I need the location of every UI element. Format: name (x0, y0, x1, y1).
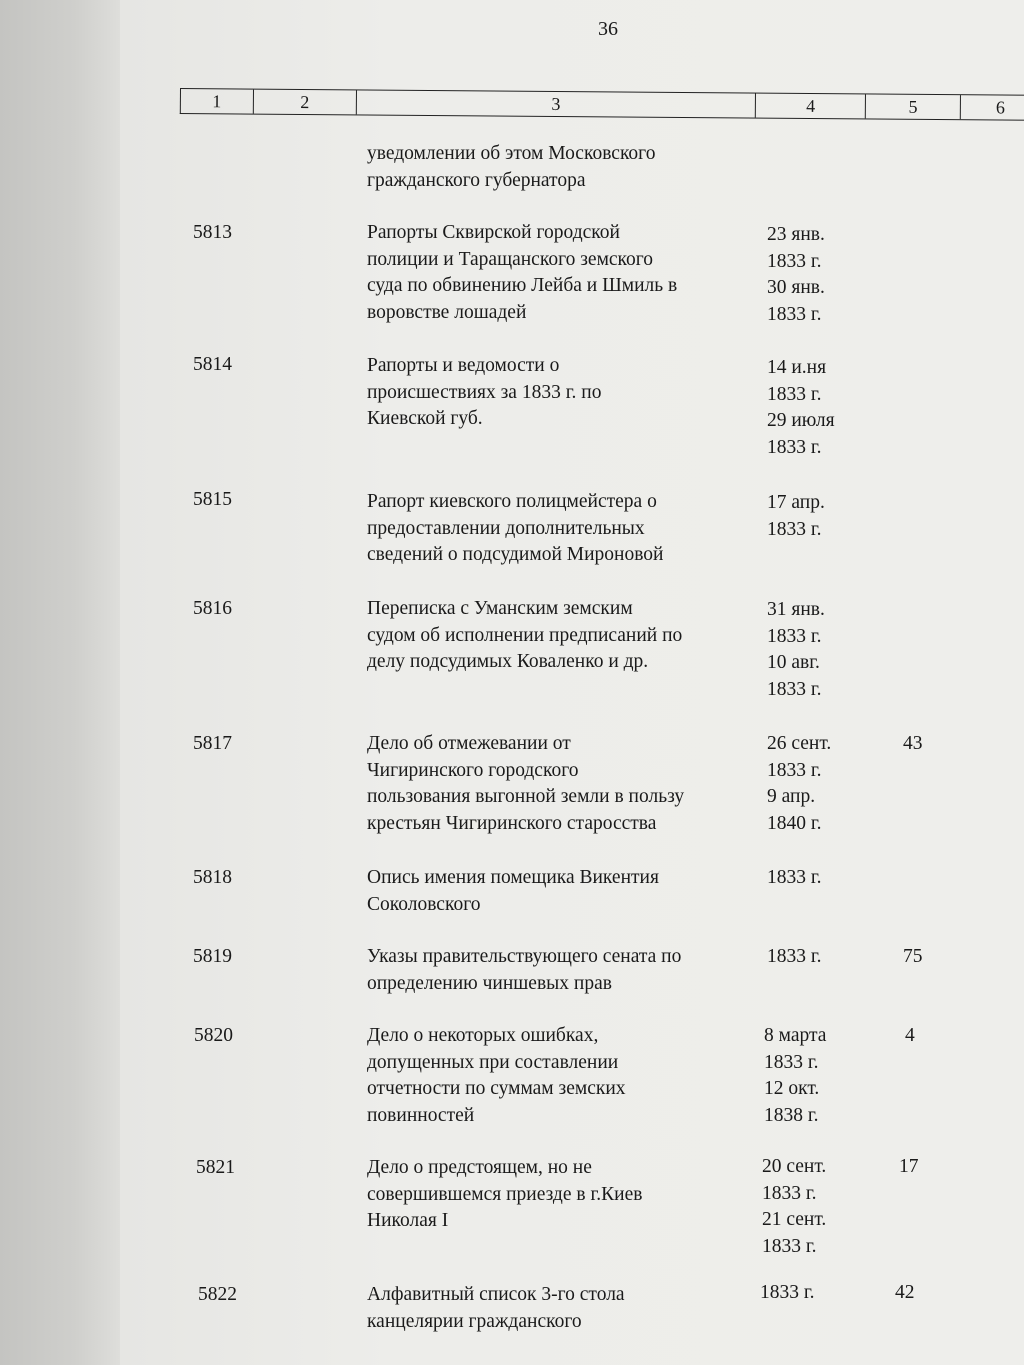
description-line: Опись имения помещика Викентия (367, 867, 659, 888)
date-line: 10 авг. (767, 652, 820, 673)
description-line: допущенных при составлении (367, 1051, 619, 1073)
column-header-3: 3 (357, 90, 757, 117)
description-line: Николая I (367, 1210, 449, 1231)
column-header-1: 1 (181, 89, 254, 114)
column-header-5: 5 (866, 94, 961, 119)
date-line: 1833 г. (762, 1235, 817, 1257)
date-line: 1833 г. (767, 383, 822, 405)
description-line: полиции и Таращанского земского (367, 248, 654, 270)
entry-description (367, 220, 677, 326)
entry-description (367, 865, 659, 918)
entry-number: 5814 (193, 354, 232, 375)
date-line: 1833 г. (767, 625, 822, 647)
description-line: Киевской губ. (367, 408, 483, 429)
description-line: Рапорты Сквирской городской (367, 222, 620, 243)
entry-sheets: 43 (903, 733, 923, 754)
description-line: Чигиринского городского (367, 759, 579, 781)
description-line: происшествиях за 1833 г. по (367, 381, 602, 403)
entry-dates (767, 597, 825, 703)
date-line: 1833 г. (764, 1051, 819, 1073)
continuation-text (367, 141, 655, 194)
continuation-line: гражданского губернатора (367, 169, 586, 191)
date-line: 12 окт. (764, 1078, 820, 1099)
date-line: 20 сент. (762, 1156, 827, 1177)
date-line: 1833 г. (767, 303, 822, 325)
description-line: предоставлении дополнительных (367, 517, 645, 539)
entry-dates (760, 1280, 815, 1307)
description-line: Дело об отмежевании от (367, 733, 571, 754)
entry-number: 5822 (198, 1284, 237, 1305)
entry-sheets: 4 (905, 1025, 915, 1046)
date-line: 26 сент. (767, 733, 832, 754)
description-line: Рапорты и ведомости о (367, 355, 560, 376)
description-line: сведений о подсудимой Мироновой (367, 544, 664, 565)
entry-number: 5819 (193, 946, 232, 967)
page-number: 36 (598, 18, 618, 40)
date-line: 8 марта (764, 1025, 827, 1046)
description-line: Рапорт киевского полицмейстера о (367, 491, 657, 512)
date-line: 1833 г. (767, 518, 822, 540)
entry-description (367, 353, 601, 433)
description-line: Дело о некоторых ошибках, (367, 1025, 599, 1046)
column-header-6: 6 (995, 97, 1005, 118)
entry-description (367, 489, 663, 569)
description-line: воровстве лошадей (367, 301, 527, 323)
date-line: 30 янв. (767, 277, 825, 298)
description-line: Алфавитный список 3-го стола (367, 1284, 625, 1305)
date-line: 1833 г. (767, 946, 822, 967)
date-line: 1833 г. (767, 678, 822, 700)
entry-description (367, 1155, 642, 1235)
description-line: совершившемся приезде в г.Киев (367, 1183, 643, 1205)
entry-dates (767, 222, 825, 328)
entry-sheets: 17 (899, 1156, 919, 1177)
date-line: 1833 г. (760, 1282, 815, 1303)
date-line: 1833 г. (767, 436, 822, 458)
column-header-2: 2 (254, 90, 357, 115)
description-line: Соколовского (367, 893, 481, 915)
book-spine-shadow (0, 0, 135, 1365)
entry-number: 5817 (193, 733, 232, 754)
description-line: Переписка с Уманским земским (367, 598, 633, 619)
date-line: 1833 г. (767, 250, 822, 272)
description-line: Указы правительствующего сената по (367, 946, 682, 967)
column-header-4: 4 (756, 94, 866, 119)
date-line: 29 июля (767, 410, 835, 431)
description-line: судом об исполнении предписаний по (367, 624, 683, 646)
description-line: делу подсудимых Коваленко и др. (367, 651, 649, 672)
date-line: 23 янв. (767, 224, 825, 245)
entry-number: 5818 (193, 867, 232, 888)
entry-description (367, 1282, 625, 1335)
entry-number: 5821 (196, 1157, 235, 1178)
description-line: крестьян Чигиринского старосства (367, 812, 657, 834)
entry-dates (767, 490, 825, 543)
date-line: 9 апр. (767, 786, 816, 807)
description-line: канцелярии гражданского (367, 1310, 582, 1332)
entry-sheets: 42 (895, 1282, 915, 1303)
entry-dates (767, 355, 835, 461)
entry-number: 5813 (193, 222, 232, 243)
date-line: 14 и.ня (767, 357, 827, 378)
date-line: 1833 г. (767, 867, 822, 888)
date-line: 1840 г. (767, 812, 822, 834)
entry-dates (762, 1154, 826, 1260)
entry-dates (767, 731, 831, 837)
date-line: 31 янв. (767, 599, 825, 620)
entry-sheets: 75 (903, 946, 923, 967)
entry-dates (764, 1023, 826, 1129)
entry-dates (767, 865, 822, 892)
entry-description (367, 1023, 626, 1129)
date-line: 1833 г. (767, 759, 822, 781)
entry-number: 5820 (194, 1025, 233, 1046)
date-line: 1833 г. (762, 1182, 817, 1204)
entry-description (367, 944, 681, 997)
description-line: пользования выгонной земли в пользу (367, 786, 685, 807)
description-line: определению чиншевых прав (367, 972, 612, 994)
entry-dates (767, 944, 822, 971)
description-line: повинностей (367, 1104, 475, 1126)
description-line: суда по обвинению Лейба и Шмиль в (367, 275, 678, 296)
description-line: отчетности по суммам земских (367, 1078, 626, 1099)
entry-description (367, 596, 682, 676)
date-line: 1838 г. (764, 1104, 819, 1126)
entry-number: 5815 (193, 489, 232, 510)
date-line: 17 апр. (767, 492, 825, 513)
entry-description (367, 731, 684, 837)
entry-number: 5816 (193, 598, 232, 619)
date-line: 21 сент. (762, 1209, 827, 1230)
description-line: Дело о предстоящем, но не (367, 1157, 592, 1178)
continuation-line: уведомлении об этом Московского (367, 143, 656, 164)
